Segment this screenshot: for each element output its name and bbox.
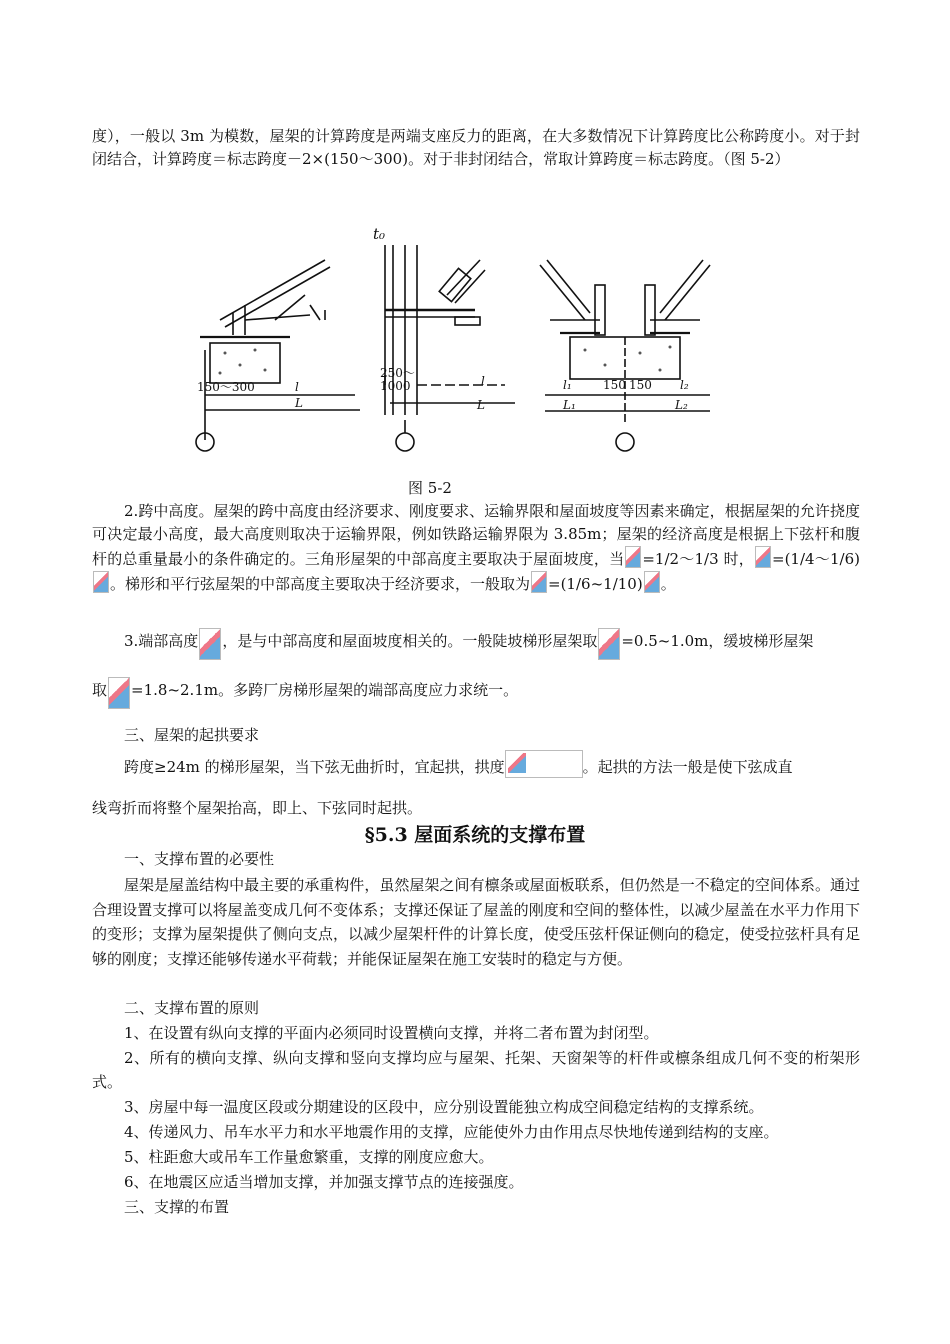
mid-height-text-c: =(1/4～1/6): [772, 550, 860, 568]
mid-height-text-d: 。梯形和平行弦屋架的中部高度主要取决于经济要求，一般取为: [110, 575, 531, 593]
subsection-2-title: 二、支撑布置的原则: [124, 999, 260, 1017]
right-L1-label: L₁: [563, 398, 576, 412]
right-L2-label: L₂: [675, 398, 688, 412]
right-d2-label: 150: [629, 378, 652, 392]
intro-paragraph: 度），一般以 3m 为模数，屋架的计算跨度是两端支座反力的距离，在大多数情况下计算跨度比公称跨度小。对于封闭结合，计算跨度＝标志跨度－2×(150～300)。对于非封闭结合，常取计算跨度＝标志跨度。（图 5-2）: [92, 127, 860, 168]
end-height-text-d: 取: [92, 681, 108, 699]
formula-image-icon: [505, 750, 583, 778]
paragraph-end-height: [92, 626, 860, 660]
arch-text-a: 跨度≥24m 的梯形屋架，当下弦无曲折时，宜起拱，拱度: [124, 758, 505, 776]
figure-5-2: [185, 225, 735, 460]
formula-image-icon: [644, 571, 660, 593]
formula-image-icon: [598, 628, 620, 660]
paragraph-end-height-cont: [92, 677, 860, 709]
rule-item: 3、房屋中每一温度区段或分期建设的区段中，应分别设置能独立构成空间稳定结构的支撑系统。: [124, 1098, 764, 1116]
middle-top-label: t₀: [373, 225, 386, 243]
formula-image-icon: [625, 546, 641, 568]
left-top-chord: [220, 260, 325, 320]
mid-height-text-a: 2.跨中高度。屋架的跨中高度由经济要求、刚度要求、运输界限和屋面坡度等因素来确定，根据屋架的允许挠度可决定最小高度，最大高度则取决于运输界限，例如铁路运输界限为 3.85m；屋架的经济高度是根据上下弦杆和腹杆的总重量最小的条件确定的。三角形屋架的中部高度主要取决于屋面坡度，当: [92, 502, 860, 568]
formula-image-icon: [93, 571, 109, 593]
middle-dim-label-2: 1000: [380, 379, 411, 393]
paragraph-arch: [92, 750, 860, 781]
left-dim-label: 150～300: [197, 380, 255, 394]
end-height-text-b: ，是与中部高度和屋面坡度相关的。一般陡坡梯形屋架取: [222, 632, 598, 650]
section-arch-title: 三、屋架的起拱要求: [124, 726, 260, 744]
truss-support-diagram: [185, 225, 735, 460]
end-height-text-e: =1.8~2.1m。多跨厂房梯形屋架的端部高度应力求统一。: [131, 681, 519, 699]
middle-dim-label-1: 250～: [380, 366, 415, 380]
section-heading: §5.3 屋面系统的支撑布置: [364, 824, 586, 846]
formula-image-icon: [531, 571, 547, 593]
middle-L-label: L: [477, 398, 485, 412]
paragraph-mid-height: [92, 500, 860, 596]
right-d1-label: 150: [603, 378, 626, 392]
mid-height-text-e: =(1/6~1/10): [548, 575, 643, 593]
formula-image-icon: [199, 628, 221, 660]
right-l2-label: l₂: [680, 378, 689, 392]
left-L-label: L: [295, 396, 303, 410]
end-height-text-c: =0.5~1.0m，缓坡梯形屋架: [621, 632, 814, 650]
mid-height-text-f: 。: [660, 575, 676, 593]
arch-text-b: 。起拱的方法一般是使下弦成直: [582, 758, 793, 776]
rule-item: 6、在地震区应适当增加支撑，并加强支撑节点的连接强度。: [124, 1173, 524, 1191]
formula-image-icon: [755, 546, 771, 568]
left-l-label: l: [295, 380, 299, 394]
middle-l-label: l: [481, 374, 485, 388]
left-foundation-block: [210, 343, 280, 383]
rule-item: 5、柱距愈大或吊车工作量愈繁重，支撑的刚度应愈大。: [124, 1148, 494, 1166]
formula-image-icon: [108, 677, 130, 709]
subsection-1-title: 一、支撑布置的必要性: [124, 850, 275, 868]
rule-item: 1、在设置有纵向支撑的平面内必须同时设置横向支撑，并将二者布置为封闭型。: [124, 1024, 659, 1042]
rule-item: 2、所有的横向支撑、纵向支撑和竖向支撑均应与屋架、托架、天窗架等的杆件或檩条组成几何不变的桁架形式。: [92, 1049, 860, 1091]
right-l1-label: l₁: [563, 378, 572, 392]
right-axis-circle: [616, 433, 634, 451]
subsection-1-body: 屋架是屋盖结构中最主要的承重构件，虽然屋架之间有檩条或屋面板联系，但仍然是一不稳定的空间体系。通过合理设置支撑可以将屋盖变成几何不变体系；支撑还保证了屋盖的刚度和空间的整体性，以减少屋盖在水平力作用下的变形；支撑为屋架提供了侧向支点，以减少屋架杆件的计算长度，使受压弦杆保证侧向的稳定，使受拉弦杆具有足够的刚度；支撑还能够传递水平荷载；并能保证屋架在施工安装时的稳定与方便。: [92, 876, 860, 968]
mid-height-text-b: =1/2～1/3 时，: [642, 550, 755, 568]
rule-item: 4、传递风力、吊车水平力和水平地震作用的支撑，应能使外力由作用点尽快地传递到结构的支座。: [124, 1123, 779, 1141]
figure-caption: 图 5-2: [408, 479, 452, 497]
middle-axis-circle: [396, 433, 414, 451]
subsection-3-title: 三、支撑的布置: [124, 1198, 230, 1216]
paragraph-arch-cont: 线弯折而将整个屋架抬高，即上、下弦同时起拱。: [92, 799, 423, 817]
end-height-text-a: 3.端部高度: [124, 632, 199, 650]
